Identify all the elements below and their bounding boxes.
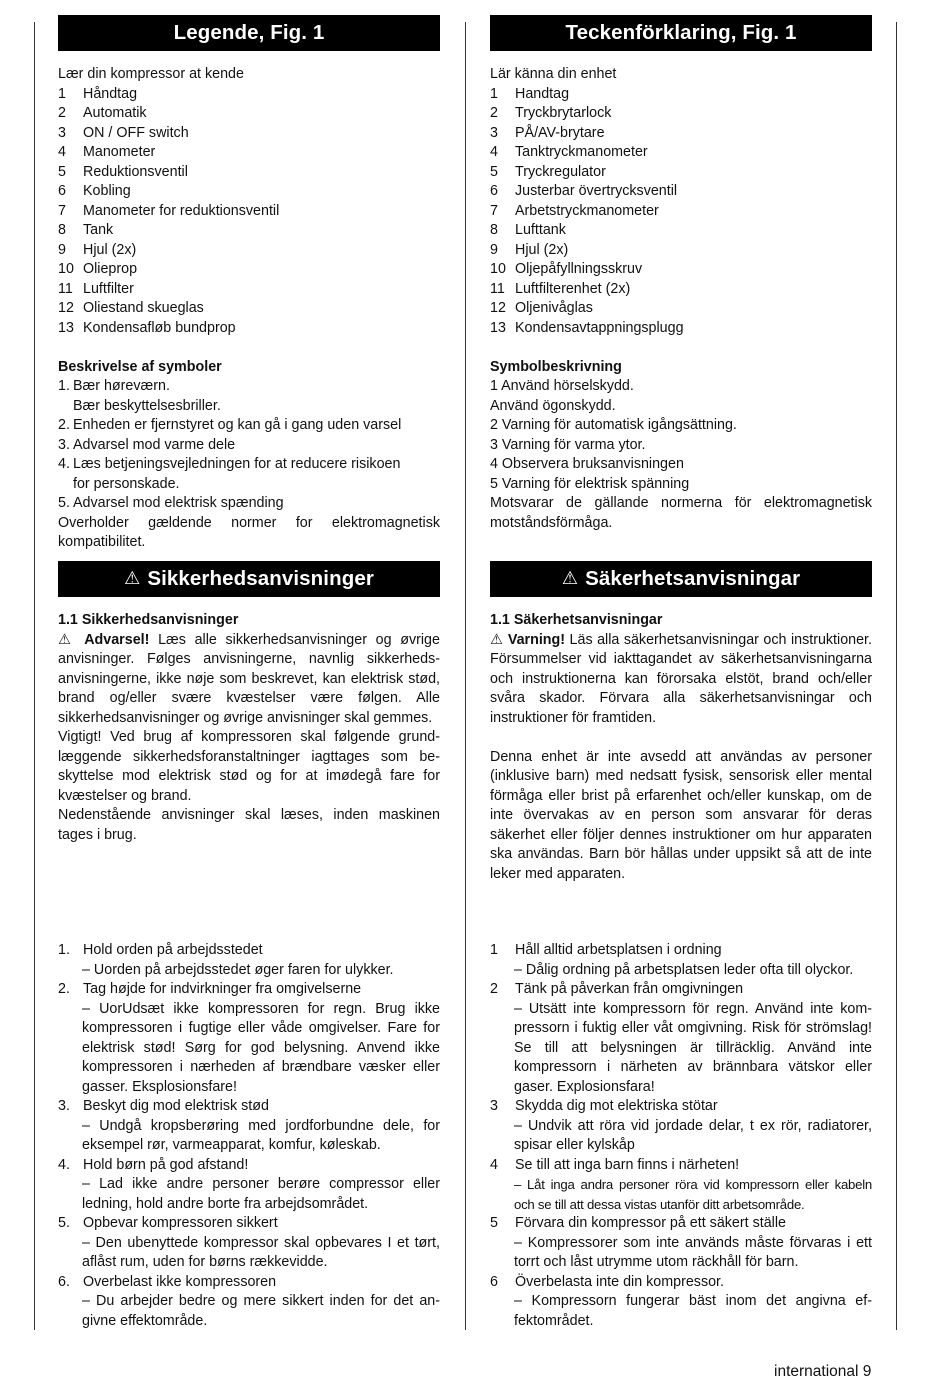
page-footer: international 9 xyxy=(774,1363,872,1380)
rule-title-row xyxy=(490,1156,872,1176)
rule-title-row xyxy=(58,980,440,1000)
rule-text: – Kompressorer som inte används måste förvaras i ett torrt och låst utrymme utom räckhåll för barn. xyxy=(514,1234,872,1270)
legend-item xyxy=(58,299,440,319)
warning-icon: ⚠ xyxy=(490,631,504,648)
safety-heading-text: Sikkerhedsanvisninger xyxy=(147,567,374,591)
warning-icon: ⚠ xyxy=(124,568,141,589)
legend-item-label: Reduktionsventil xyxy=(83,163,188,180)
rule-text: – Lad ikke andre personer berøre compressor eller ledning, hold andre borte fra arbejdsområdet. xyxy=(82,1176,440,1212)
legend-item-label: Tryckregulator xyxy=(515,163,606,180)
rule-text: – Undgå kropsberøring med jordforbundne dele, for eksempel rør, varmeapparat, komfur, køleskab. xyxy=(82,1117,440,1153)
legend-item-number: 3 xyxy=(490,124,498,141)
symbols-note: Motsvarar de gällande normerna för elektromagnetisk motståndsförmåga. xyxy=(490,495,872,531)
legend-item-number: 12 xyxy=(58,300,74,316)
rule-number: 6 xyxy=(490,1273,498,1290)
rule-text: – Du arbejder bedre og mere sikkert inden for det angivne effektområde. xyxy=(82,1293,440,1329)
legend-item xyxy=(490,182,872,202)
rule-title-row xyxy=(490,1097,872,1117)
symbol-item xyxy=(58,494,440,514)
symbol-item: 4 Observera bruksanvisningen xyxy=(490,456,684,472)
legend-item-label: Oljenivåglas xyxy=(515,300,593,316)
rule-number: 5. xyxy=(58,1215,70,1231)
legend-item-number: 13 xyxy=(58,319,74,336)
legend-item-number: 10 xyxy=(490,261,506,277)
rule-title: Opbevar kompressoren sikkert xyxy=(83,1215,278,1231)
symbol-item-line: Advarsel mod varme dele xyxy=(73,436,236,453)
rule-item xyxy=(58,1214,440,1273)
legend-item-number: 10 xyxy=(58,261,74,277)
legend-item-number: 13 xyxy=(490,319,506,336)
legend-item xyxy=(58,85,440,105)
rule-number: 3 xyxy=(490,1098,498,1114)
legend-item-number: 6 xyxy=(490,183,498,199)
warning-label: Advarsel! xyxy=(84,631,150,648)
rule-title: Skydda dig mot elektriska stötar xyxy=(515,1098,718,1114)
rule-text: – Undvik att röra vid jordade delar, t ex rör, radiatorer, spisar eller kylskåp xyxy=(514,1117,872,1153)
rule-title-row xyxy=(58,1214,440,1234)
symbol-item: 1 Använd hörselskydd. xyxy=(490,378,634,394)
rule-title: Overbelast ikke kompressoren xyxy=(83,1273,277,1290)
legend-item xyxy=(490,221,872,241)
symbol-item-number: 4. xyxy=(58,456,70,472)
legend-intro: Lær din kompressor at kende xyxy=(58,66,244,82)
legend-item xyxy=(58,202,440,222)
symbol-item: 3 Varning för varma ytor. xyxy=(490,436,646,453)
legend-list xyxy=(58,85,440,339)
rule-text: – Den ubenyttede kompressor skal opbevares I et tørt, aflåst rum, uden for børns rækkevidde. xyxy=(82,1234,440,1270)
right-column-swedish xyxy=(490,15,872,533)
symbol-item-line: for personskade. xyxy=(73,475,180,492)
right-rules-section xyxy=(490,941,872,1331)
legend-item-label: Tryckbrytarlock xyxy=(515,105,612,121)
rule-number: 4 xyxy=(490,1156,498,1173)
legend-item-number: 2 xyxy=(490,105,498,121)
rule-number: 6. xyxy=(58,1273,70,1290)
warning-icon: ⚠ xyxy=(58,631,76,648)
legend-item xyxy=(58,163,440,183)
rule-item xyxy=(490,1273,872,1332)
symbol-item xyxy=(58,455,440,494)
legend-item-number: 7 xyxy=(58,202,66,219)
rule-title: Tänk på påverkan från omgivningen xyxy=(515,981,744,997)
legend-item-number: 1 xyxy=(490,85,498,102)
rule-item xyxy=(58,1156,440,1215)
symbol-item-line: Bær høreværn. xyxy=(73,378,170,394)
legend-item-label: Luftfilter xyxy=(83,280,134,297)
symbol-item-text xyxy=(73,377,221,416)
warning-label: Varning! xyxy=(507,631,566,648)
symbol-item-line: Bær beskyttelsesbriller. xyxy=(73,397,221,414)
legend-heading xyxy=(490,15,872,51)
legend-item-label: Arbetstryckmanometer xyxy=(515,202,659,219)
safety-paragraph-1 xyxy=(490,631,872,729)
safety-heading xyxy=(58,561,440,597)
safety-text-1: Læs alle sikkerhedsanvisninger og øvrige anvisninger. Følges anvisningerne, navnlig sikkerhedsanvisningerne, ikke nøje som beskrevet, kan elektrisk stød, brand og/eller svære kvæstelser være følgen. Alle sikkerhedsanvisninger og øvrige anvisninger skal gemmes. xyxy=(58,631,440,726)
legend-item xyxy=(58,143,440,163)
legend-item xyxy=(58,124,440,144)
safety-subheading: 1.1 Säkerhetsanvisningar xyxy=(490,612,663,628)
legend-item xyxy=(58,104,440,124)
legend-item-label: Oliestand skueglas xyxy=(83,300,204,316)
rule-item xyxy=(490,941,872,980)
rule-number: 1. xyxy=(58,942,70,958)
rule-number: 2 xyxy=(490,981,498,997)
legend-item-label: Automatik xyxy=(83,105,147,121)
rules-list xyxy=(58,941,440,1331)
legend-item xyxy=(58,241,440,261)
legend-item-number: 11 xyxy=(58,280,73,297)
right-safety-section xyxy=(490,561,872,884)
rule-item xyxy=(490,1097,872,1156)
legend-item-number: 5 xyxy=(58,163,66,180)
legend-item xyxy=(58,280,440,300)
legend-item xyxy=(490,124,872,144)
warning-icon: ⚠ xyxy=(561,568,579,589)
legend-item-label: Håndtag xyxy=(83,85,138,102)
rule-title: Överbelasta inte din kompressor. xyxy=(515,1273,724,1290)
rule-title: Hold orden på arbejdsstedet xyxy=(83,942,263,958)
symbol-item-text xyxy=(73,416,401,436)
rule-title-row xyxy=(490,1214,872,1234)
rule-title-row xyxy=(490,941,872,961)
legend-item-label: PÅ/AV-brytare xyxy=(515,124,605,141)
symbol-item-number: 2. xyxy=(58,417,70,433)
legend-item xyxy=(490,143,872,163)
legend-item xyxy=(490,299,872,319)
rule-title: Hold børn på god afstand! xyxy=(83,1156,249,1173)
rule-title-row xyxy=(58,1273,440,1293)
rules-list xyxy=(490,941,872,1331)
legend-item xyxy=(58,319,440,339)
legend-item-number: 6 xyxy=(58,183,66,199)
legend-item-number: 11 xyxy=(490,280,505,297)
rule-item xyxy=(58,1273,440,1332)
legend-item xyxy=(58,260,440,280)
legend-item-number: 7 xyxy=(490,202,498,219)
rule-title: Se till att inga barn finns i närheten! xyxy=(515,1156,740,1173)
left-safety-section xyxy=(58,561,440,845)
legend-item-number: 8 xyxy=(490,222,498,238)
legend-item-label: Olieprop xyxy=(83,261,138,277)
legend-heading-text: Legende, Fig. 1 xyxy=(173,21,325,45)
symbol-item xyxy=(58,436,440,456)
rule-text: – Uorden på arbejdsstedet øger faren for ulykker. xyxy=(82,961,394,978)
legend-item xyxy=(490,202,872,222)
legend-item xyxy=(490,280,872,300)
rule-title: Beskyt dig mod elektrisk stød xyxy=(83,1098,269,1114)
rule-title-row xyxy=(58,1097,440,1117)
legend-item-label: Justerbar övertrycksventil xyxy=(515,183,678,199)
safety-paragraph-1 xyxy=(58,631,440,729)
rule-title: Tag højde for indvirkninger fra omgivelserne xyxy=(83,981,362,997)
safety-heading-text: Säkerhetsanvisningar xyxy=(585,567,801,591)
rule-item xyxy=(490,980,872,1097)
symbol-item-text xyxy=(73,494,284,514)
legend-item-label: Kobling xyxy=(83,183,131,199)
rule-title-row xyxy=(58,941,440,961)
legend-item xyxy=(490,241,872,261)
rule-item xyxy=(58,1097,440,1156)
rule-title-row xyxy=(490,980,872,1000)
legend-item-number: 3 xyxy=(58,124,66,141)
rule-item xyxy=(490,1156,872,1215)
legend-item-label: Manometer xyxy=(83,144,156,160)
legend-item-number: 1 xyxy=(58,85,66,102)
rule-text: – Utsätt inte kompressorn för regn. Använd inte kompressorn i fuktig eller våt omgivning. Risk för strömslag! Se till att belysningen är tillräcklig. Använd inte kompressorn i närheten av brännbara vätskor eller gaser. Explosionsfara! xyxy=(514,1000,872,1095)
legend-item-label: Luftfilterenhet (2x) xyxy=(515,280,631,297)
legend-item-label: Hjul (2x) xyxy=(83,241,137,258)
legend-item-label: Hjul (2x) xyxy=(515,241,569,258)
legend-list xyxy=(490,85,872,339)
symbols-heading: Symbolbeskrivning xyxy=(490,358,622,375)
rule-item xyxy=(58,941,440,980)
rule-text: – Låt inga andra personer röra vid kompressorn eller kabeln och se till att dessa vistas utanför ditt arbetsområde. xyxy=(514,1177,872,1212)
center-rule xyxy=(465,22,466,1330)
symbol-item-number: 5. xyxy=(58,495,70,511)
symbol-item-number: 1. xyxy=(58,378,70,394)
legend-heading-text: Teckenförklaring, Fig. 1 xyxy=(565,21,797,45)
legend-item xyxy=(490,319,872,339)
legend-item xyxy=(490,260,872,280)
legend-item xyxy=(58,182,440,202)
symbol-item-number: 3. xyxy=(58,436,70,453)
legend-item-label: Lufttank xyxy=(515,222,566,238)
left-column-danish xyxy=(58,15,440,553)
left-margin-rule xyxy=(34,22,35,1330)
left-rules-section xyxy=(58,941,440,1331)
rule-title: Håll alltid arbetsplatsen i ordning xyxy=(515,942,722,958)
legend-item xyxy=(490,104,872,124)
legend-item-number: 2 xyxy=(58,105,66,121)
rule-number: 2. xyxy=(58,981,70,997)
rule-number: 3. xyxy=(58,1098,70,1114)
legend-item-label: Manometer for reduktionsventil xyxy=(83,202,280,219)
safety-heading xyxy=(490,561,872,597)
legend-item xyxy=(58,221,440,241)
rule-title-row xyxy=(490,1273,872,1293)
rule-item xyxy=(58,980,440,1097)
legend-heading xyxy=(58,15,440,51)
rule-text: – UorUdsæt ikke kompressoren for regn. Brug ikke kompressoren i fugtige eller våde omgivelser. Fare for elektrisk stød! Sørg for god belysning. Anvend ikke kompressoren i nærheden af brændbare væsker eller gasser. Eksplosionsfare! xyxy=(82,1000,440,1095)
legend-item-label: Oljepåfyllningsskruv xyxy=(515,261,643,277)
legend-item-label: ON / OFF switch xyxy=(83,124,189,141)
rule-title-row xyxy=(58,1156,440,1176)
safety-paragraph-3: Nedenstående anvisninger skal læses, inden maskinen tages i brug. xyxy=(58,807,440,843)
symbol-item-text xyxy=(73,455,400,494)
rule-number: 1 xyxy=(490,942,498,958)
legend-item-number: 9 xyxy=(58,241,66,258)
legend-item-label: Handtag xyxy=(515,85,570,102)
legend-item-number: 4 xyxy=(490,144,498,160)
legend-item-label: Tanktryckmanometer xyxy=(515,144,648,160)
symbols-list xyxy=(490,377,872,494)
rule-item xyxy=(490,1214,872,1273)
safety-subheading: 1.1 Sikkerhedsanvisninger xyxy=(58,612,239,628)
legend-item-number: 5 xyxy=(490,163,498,180)
safety-paragraph-2: Vigtigt! Ved brug af kompressoren skal følgende grundlæggende sikkerhedsforanstaltninger iagttages som beskyttelse mod elektrisk stød og for at imødegå fare for kvæstelser og brand. xyxy=(58,729,440,804)
legend-item-number: 4 xyxy=(58,144,66,160)
legend-item xyxy=(490,85,872,105)
legend-item-number: 9 xyxy=(490,241,498,258)
rule-number: 5 xyxy=(490,1215,498,1231)
symbol-item xyxy=(58,416,440,436)
legend-item xyxy=(490,163,872,183)
symbols-list xyxy=(58,377,440,514)
right-margin-rule xyxy=(896,22,897,1330)
rule-title: Förvara din kompressor på ett säkert ställe xyxy=(515,1215,786,1231)
symbol-item-line: Enheden er fjernstyret og kan gå i gang uden varsel xyxy=(73,417,402,433)
symbol-item-line: Læs betjeningsvejledningen for at reducere risikoen xyxy=(73,456,401,472)
symbols-heading: Beskrivelse af symboler xyxy=(58,358,222,375)
legend-item-label: Kondensafløb bundprop xyxy=(83,319,236,336)
symbol-item-line: Advarsel mod elektrisk spænding xyxy=(73,495,284,511)
symbol-item xyxy=(58,377,440,416)
legend-intro: Lär känna din enhet xyxy=(490,66,617,82)
symbol-item: 2 Varning för automatisk igångsättning. xyxy=(490,417,737,433)
safety-text-1: Läs alla säkerhetsanvisningar och instruktioner. Försummelser vid iakttagandet av säkerhetsanvisningarna och instruktionerna kan förorsaka elstöt, brand och/eller svåra skador. Förvara alla säkerhetsanvisningar och instruktioner för framtiden. xyxy=(490,631,873,726)
rule-text: – Dålig ordning på arbetsplatsen leder ofta till olyckor. xyxy=(514,961,854,978)
legend-item-label: Kondensavtappningsplugg xyxy=(515,319,684,336)
legend-item-number: 12 xyxy=(490,300,506,316)
symbol-item-text xyxy=(73,436,235,456)
legend-item-number: 8 xyxy=(58,222,66,238)
symbols-note: Overholder gældende normer for elektromagnetisk kompatibilitet. xyxy=(58,514,440,550)
legend-item-label: Tank xyxy=(83,222,114,238)
safety-paragraph-2: Denna enhet är inte avsedd att användas av personer (inklusive barn) med nedsatt fysisk, sensorisk eller mental förmåga eller brist på erfarenhet och/eller kunskap, om de inte övervakas av en person som ansvarar för deras säkerhet eller följer dennes instruktioner om hur apparaten ska användas. Barn bör hållas under uppsikt så att de inte leker med apparaten. xyxy=(490,748,872,882)
symbol-item: 5 Varning för elektrisk spänning xyxy=(490,475,690,492)
symbol-item: Använd ögonskydd. xyxy=(490,397,616,414)
rule-number: 4. xyxy=(58,1156,70,1173)
rule-text: – Kompressorn fungerar bäst inom det angivna effektområdet. xyxy=(514,1293,872,1329)
